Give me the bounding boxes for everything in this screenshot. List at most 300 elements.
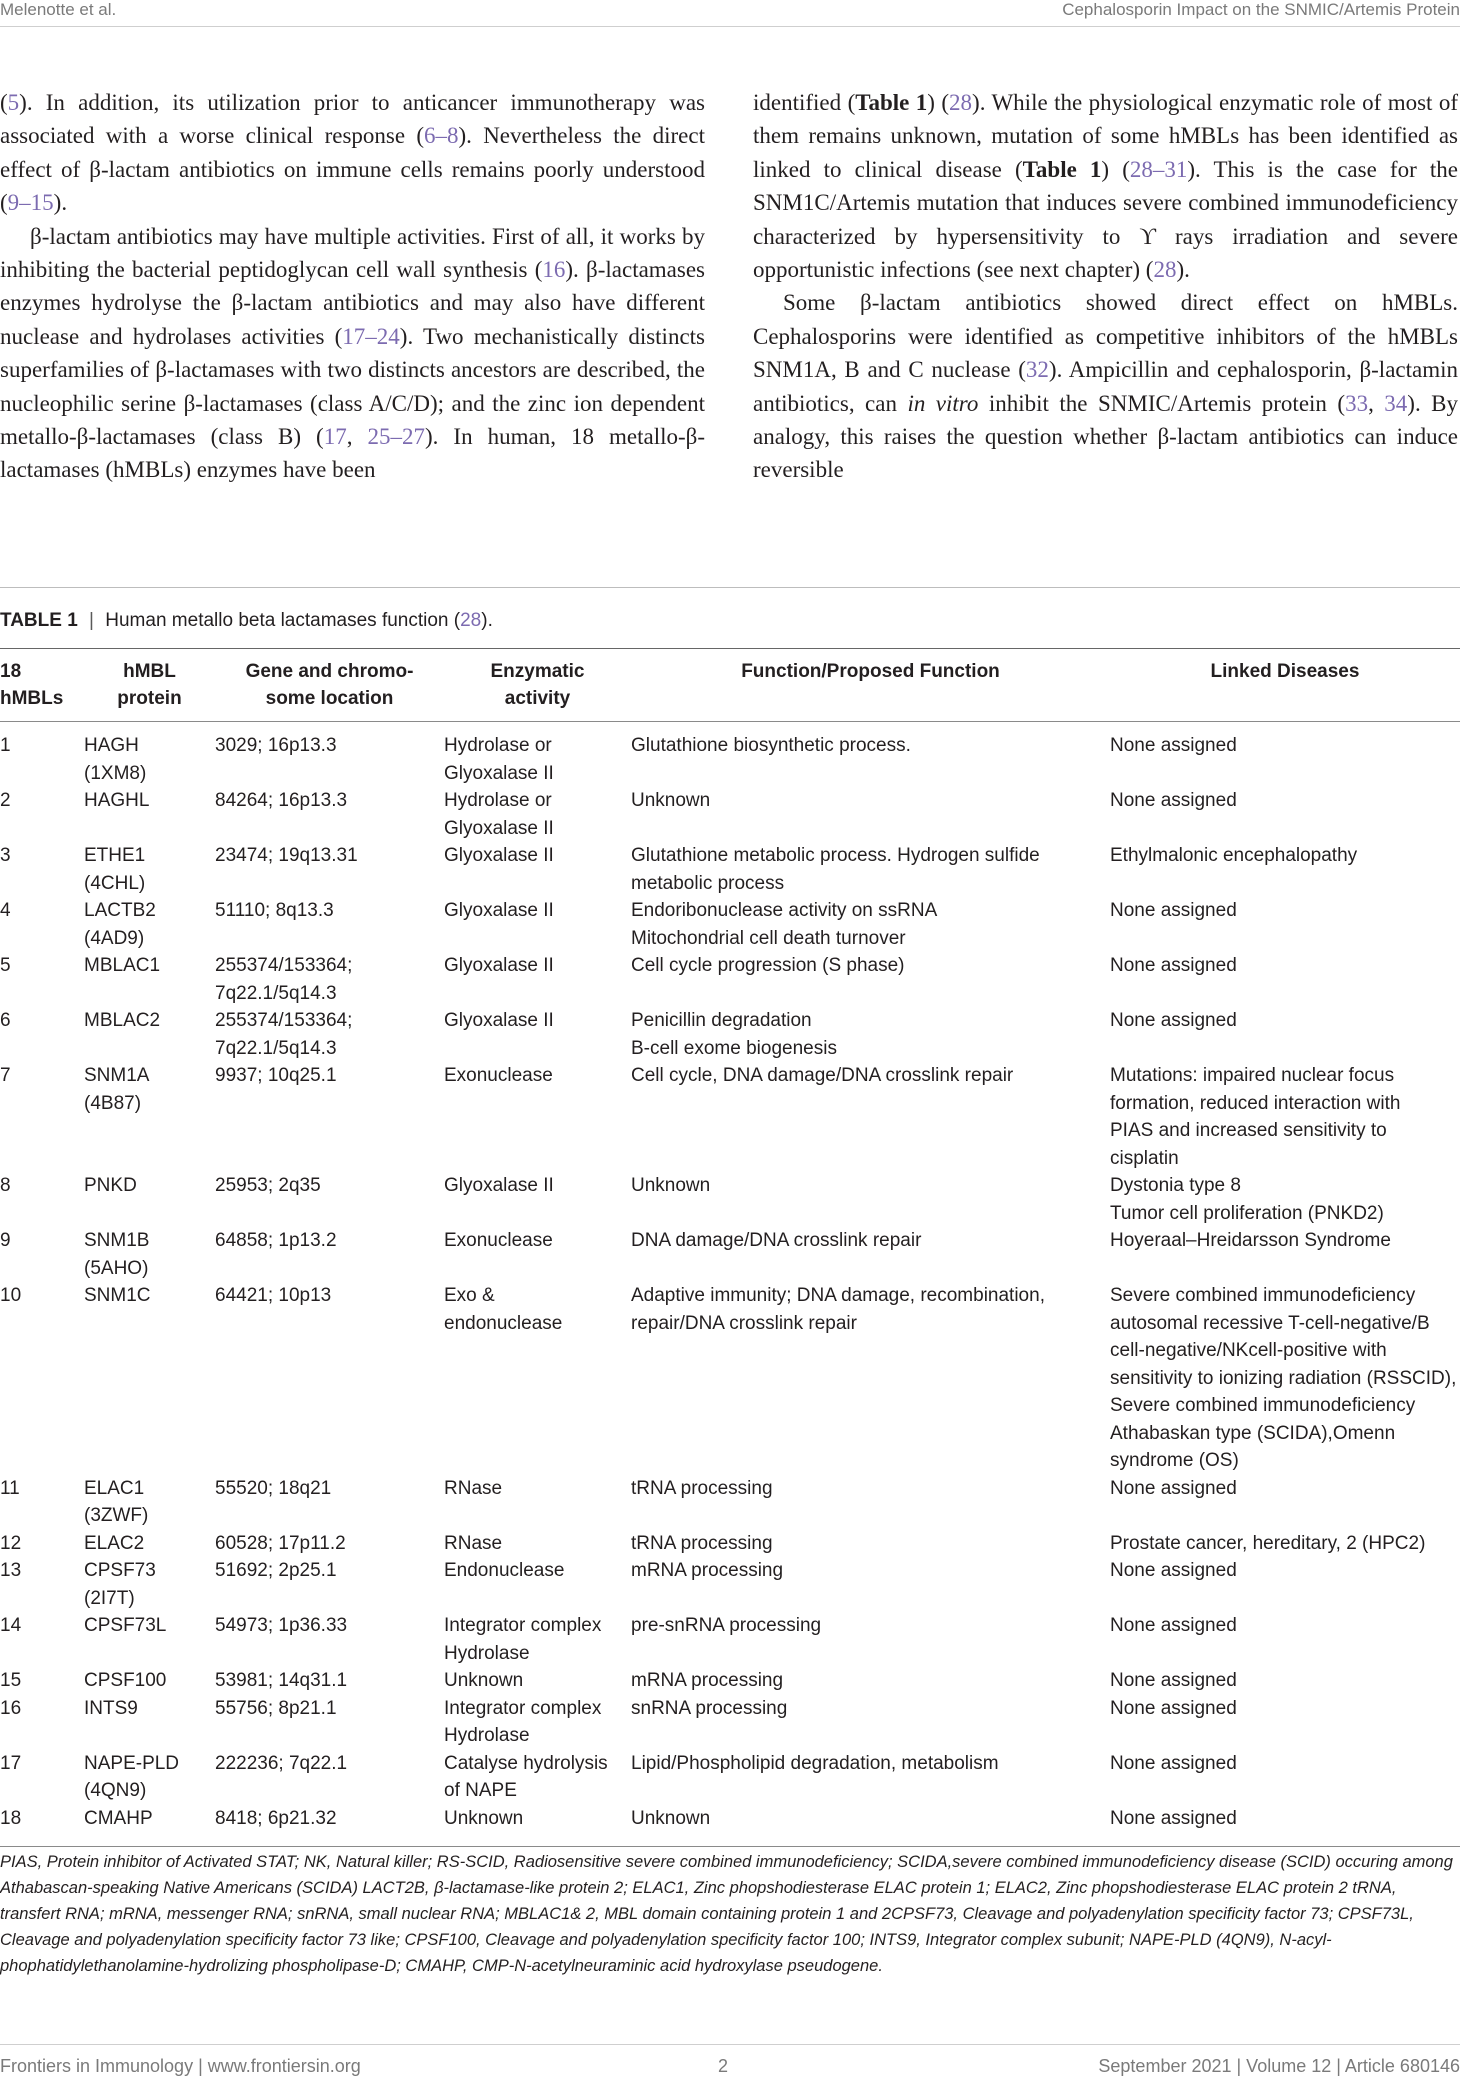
cell-text: None assigned xyxy=(1110,955,1237,976)
cell-text: DNA damage/DNA crosslink repair xyxy=(631,1230,922,1251)
header-label: Gene and chromo- xyxy=(245,661,414,682)
cell-gene-location xyxy=(215,1475,444,1530)
text-run: ). By analogy, this raises the question whether β-lactam antibiotics can induce reversible xyxy=(753,390,1459,483)
table-row xyxy=(0,1227,1460,1282)
cell-text: cell-negative/NKcell-positive with xyxy=(1110,1340,1387,1361)
cell-enzymatic-activity xyxy=(444,1172,631,1227)
cell-text: 84264; 16p13.3 xyxy=(215,790,348,811)
cell-enzymatic-activity xyxy=(444,1007,631,1062)
cell-text: Glyoxalase II xyxy=(444,845,554,866)
cell-text: (4CHL) xyxy=(84,872,146,894)
cell-protein xyxy=(84,1750,215,1805)
cell-text: Hoyeraal–Hreidarsson Syndrome xyxy=(1110,1230,1391,1251)
cell-text: 51110; 8q13.3 xyxy=(215,900,334,921)
body-column-left xyxy=(0,86,705,487)
cell-enzymatic-activity xyxy=(444,1695,631,1750)
cell-text: None assigned xyxy=(1110,1615,1237,1636)
cell-enzymatic-activity xyxy=(444,1805,631,1833)
cell-text: Penicillin degradation xyxy=(631,1010,812,1031)
text-run: , xyxy=(346,424,368,450)
cell-protein xyxy=(84,1475,215,1530)
table-caption xyxy=(0,610,493,632)
cell-text: Endonuclease xyxy=(444,1560,565,1581)
cell-text: None assigned xyxy=(1110,735,1237,756)
cell-text: 9937; 10q25.1 xyxy=(215,1065,337,1086)
cell-text: Lipid/Phospholipid degradation, metabolism xyxy=(631,1752,999,1774)
cell-text: 3 xyxy=(0,845,11,866)
citation-link[interactable]: 16 xyxy=(542,257,566,283)
citation-link[interactable]: 28 xyxy=(949,90,973,115)
cell-text: ELAC2 xyxy=(84,1532,145,1554)
cell-text: 23474; 19q13.31 xyxy=(215,845,358,866)
cell-enzymatic-activity xyxy=(444,1612,631,1667)
cell-enzymatic-activity xyxy=(444,1750,631,1805)
cell-linked-diseases xyxy=(1110,1475,1460,1530)
text-run: β-lactam antibiotics may have multiple activities. First of all, it works by inhibiting the bacterial peptidoglycan cell wall synthesis ( xyxy=(0,223,705,283)
citation-link[interactable]: 32 xyxy=(1025,357,1049,383)
table-header-row xyxy=(0,649,1460,722)
text-run: ). β-lactamases enzymes hydrolyse the β-lactam antibiotics and may also have different nuclease and hydrolases activities ( xyxy=(0,257,705,349)
cell-linked-diseases xyxy=(1110,722,1460,788)
cell-number xyxy=(0,952,84,1007)
table-row xyxy=(0,897,1460,952)
cell-text: 7q22.1/5q14.3 xyxy=(215,1037,337,1059)
header-label: some location xyxy=(265,688,394,709)
cell-text: Glyoxalase II xyxy=(444,1175,554,1196)
paragraph xyxy=(0,220,705,487)
paragraph xyxy=(753,86,1458,286)
cell-number xyxy=(0,1007,84,1062)
cell-text: Dystonia type 8 xyxy=(1110,1175,1241,1196)
cell-linked-diseases xyxy=(1110,1282,1460,1475)
cell-linked-diseases xyxy=(1110,1750,1460,1805)
cell-number xyxy=(0,1750,84,1805)
page-number: 2 xyxy=(718,2056,729,2076)
cell-text: Catalyse hydrolysis xyxy=(444,1752,608,1774)
cell-text: CPSF100 xyxy=(84,1670,167,1691)
cell-text: syndrome (OS) xyxy=(1110,1450,1239,1471)
cell-text: 222236; 7q22.1 xyxy=(215,1752,348,1774)
cell-text: Hydrolase or xyxy=(444,790,552,811)
cell-gene-location xyxy=(215,1062,444,1172)
cell-enzymatic-activity xyxy=(444,897,631,952)
cell-text: 5 xyxy=(0,955,11,976)
cell-text: 14 xyxy=(0,1615,22,1636)
cell-enzymatic-activity xyxy=(444,787,631,842)
cell-text: Hydrolase xyxy=(444,1725,530,1746)
cell-text: Athabaskan type (SCIDA),Omenn xyxy=(1110,1422,1396,1444)
cell-text: B-cell exome biogenesis xyxy=(631,1037,837,1059)
cell-function xyxy=(631,952,1110,1007)
cell-text: CMAHP xyxy=(84,1807,153,1829)
cell-function xyxy=(631,897,1110,952)
table-footnote: PIAS, Protein inhibitor of Activated STAT; NK, Natural killer; RS-SCID, Radiosensitive severe combined immunodeficiency; SCIDA,severe combined immunodeficiency disease (SCID) occuring among Athabascan-speaking Native Americans (SCIDA) LACT2B, β-lactamase-like protein 2; ELAC1, Zinc phopshodiesterase ELAC protein 1; ELAC2, Zinc phopshodiesterase ELAC protein 2 tRNA, transfert RNA; mRNA, messenger RNA; snRNA, small nuclear RNA; MBLAC1& 2, MBL domain containing protein 1 and 2CPSF73, Cleavage and polyadenylation specificity factor 73; CPSF73L, Cleavage and polyadenylation specificity factor 73 like; CPSF100, Cleavage and polyadenylation specificity factor 100; INTS9, Integrator complex subunit; NAPE-PLD (4QN9), N-acyl-phophatidylethanolamine-hydrolizing phospholipase-D; CMAHP, CMP-N-acetylneuraminic acid hydroxylase pseudogene. xyxy=(0,1846,1460,1979)
table-row xyxy=(0,1530,1460,1558)
col-header-protein xyxy=(84,649,215,722)
cell-text: 54973; 1p36.33 xyxy=(215,1615,348,1636)
cell-text: of NAPE xyxy=(444,1780,517,1801)
cell-linked-diseases xyxy=(1110,1172,1460,1227)
cell-text: RNase xyxy=(444,1477,503,1499)
table-caption-ref[interactable]: 28 xyxy=(460,610,482,631)
cell-number xyxy=(0,1282,84,1475)
table-row xyxy=(0,1750,1460,1805)
cell-text: cisplatin xyxy=(1110,1147,1179,1169)
col-header-number xyxy=(0,649,84,722)
cell-linked-diseases xyxy=(1110,897,1460,952)
cell-text: Glyoxalase II xyxy=(444,900,554,921)
cell-text: 55520; 18q21 xyxy=(215,1477,332,1499)
cell-text: Prostate cancer, hereditary, 2 (HPC2) xyxy=(1110,1532,1426,1554)
cell-text: 255374/153364; xyxy=(215,955,353,976)
table-row xyxy=(0,1007,1460,1062)
table-row xyxy=(0,1695,1460,1750)
cell-text: 10 xyxy=(0,1285,22,1306)
cell-enzymatic-activity xyxy=(444,1667,631,1695)
cell-text: CPSF73 xyxy=(84,1560,156,1581)
cell-function xyxy=(631,722,1110,788)
cell-text: 12 xyxy=(0,1532,22,1554)
table-caption-label: TABLE 1 xyxy=(0,610,78,631)
cell-gene-location xyxy=(215,1805,444,1833)
cell-text: 11 xyxy=(0,1477,20,1499)
cell-text: Severe combined immunodeficiency xyxy=(1110,1285,1416,1306)
cell-function xyxy=(631,1475,1110,1530)
cell-text: Unknown xyxy=(631,1175,711,1196)
cell-text: MBLAC1 xyxy=(84,955,161,976)
header-label: protein xyxy=(117,688,182,709)
table-row xyxy=(0,952,1460,1007)
cell-number xyxy=(0,1805,84,1833)
table-row xyxy=(0,1172,1460,1227)
cell-linked-diseases xyxy=(1110,1227,1460,1282)
table-caption-separator: | xyxy=(89,610,94,631)
table-row xyxy=(0,1612,1460,1667)
cell-text: Glyoxalase II xyxy=(444,955,554,976)
cell-text: Mutations: impaired nuclear focus xyxy=(1110,1065,1395,1086)
text-run: ). In addition, its utilization prior to anticancer immunotherapy was associated with a worse clinical response ( xyxy=(0,90,705,149)
cell-text: NAPE-PLD xyxy=(84,1752,180,1774)
body-column-right xyxy=(753,86,1458,487)
cell-text: INTS9 xyxy=(84,1697,138,1719)
cell-text: 64421; 10p13 xyxy=(215,1285,332,1306)
cell-protein xyxy=(84,1227,215,1282)
cell-enzymatic-activity xyxy=(444,1530,631,1558)
cell-protein xyxy=(84,1805,215,1833)
cell-text: Unknown xyxy=(631,1807,711,1829)
table-row xyxy=(0,1475,1460,1530)
table-row xyxy=(0,1557,1460,1612)
cell-text: 3029; 16p13.3 xyxy=(215,735,337,756)
cell-gene-location xyxy=(215,1612,444,1667)
cell-number xyxy=(0,897,84,952)
cell-function xyxy=(631,1750,1110,1805)
cell-function xyxy=(631,1557,1110,1612)
table-body xyxy=(0,722,1460,1833)
cell-protein xyxy=(84,722,215,788)
emphasis-text: in vitro xyxy=(907,390,979,416)
cell-text: SNM1C xyxy=(84,1285,151,1306)
cell-text: 1 xyxy=(0,735,11,756)
cell-number xyxy=(0,1530,84,1558)
cell-function xyxy=(631,842,1110,897)
citation-link[interactable]: 25–27 xyxy=(367,424,425,450)
table-row xyxy=(0,1805,1460,1833)
citation-link[interactable]: 17 xyxy=(323,424,347,450)
footer-issue: September 2021 | Volume 12 | Article 680146 xyxy=(1098,2056,1460,2076)
cell-text: Integrator complex xyxy=(444,1697,602,1719)
cell-gene-location xyxy=(215,842,444,897)
cell-text: (4AD9) xyxy=(84,927,145,949)
header-divider xyxy=(0,26,1460,27)
cell-function xyxy=(631,1062,1110,1172)
cell-text: PNKD xyxy=(84,1175,137,1196)
cell-text: 64858; 1p13.2 xyxy=(215,1230,337,1251)
cell-text: None assigned xyxy=(1110,1010,1237,1031)
cell-enzymatic-activity xyxy=(444,952,631,1007)
table-reference-link[interactable]: Table 1 xyxy=(855,90,928,115)
cell-text: RNase xyxy=(444,1532,503,1554)
running-head-authors: Melenotte et al. xyxy=(0,0,117,19)
cell-function xyxy=(631,1007,1110,1062)
cell-number xyxy=(0,842,84,897)
cell-gene-location xyxy=(215,1282,444,1475)
text-run: identified ( xyxy=(753,90,856,115)
text-run: ). xyxy=(53,190,68,216)
cell-text: (3ZWF) xyxy=(84,1505,149,1526)
cell-text: snRNA processing xyxy=(631,1697,788,1719)
cell-text: None assigned xyxy=(1110,1697,1237,1719)
cell-text: SNM1B xyxy=(84,1230,150,1251)
cell-function xyxy=(631,1282,1110,1475)
cell-text: 2 xyxy=(0,790,11,811)
cell-enzymatic-activity xyxy=(444,1282,631,1475)
text-run: ). xyxy=(1176,257,1190,283)
cell-function xyxy=(631,1695,1110,1750)
cell-text: 8 xyxy=(0,1175,11,1196)
cell-text: 8418; 6p21.32 xyxy=(215,1807,337,1829)
cell-text: PIAS and increased sensitivity to xyxy=(1110,1120,1387,1141)
cell-text: 18 xyxy=(0,1807,22,1829)
cell-protein xyxy=(84,1612,215,1667)
cell-text: None assigned xyxy=(1110,1477,1237,1499)
citation-link[interactable]: 9–15 xyxy=(7,190,54,216)
text-run: ) ( xyxy=(1101,156,1130,182)
cell-text: formation, reduced interaction with xyxy=(1110,1092,1401,1114)
citation-link[interactable]: 28 xyxy=(1153,257,1177,283)
cell-linked-diseases xyxy=(1110,1007,1460,1062)
cell-linked-diseases xyxy=(1110,1612,1460,1667)
footer-divider xyxy=(0,2044,1460,2045)
cell-text: HAGHL xyxy=(84,790,150,811)
cell-number xyxy=(0,1695,84,1750)
cell-text: Glutathione metabolic process. Hydrogen sulfide xyxy=(631,845,1040,866)
cell-text: 53981; 14q31.1 xyxy=(215,1670,348,1691)
table-reference-link[interactable]: Table 1 xyxy=(1022,156,1102,182)
cell-text: None assigned xyxy=(1110,1560,1237,1581)
col-header-linked-diseases xyxy=(1110,649,1460,722)
cell-text: tRNA processing xyxy=(631,1477,773,1499)
cell-text: Severe combined immunodeficiency xyxy=(1110,1395,1416,1416)
cell-text: Unknown xyxy=(631,790,711,811)
cell-number xyxy=(0,722,84,788)
table-row xyxy=(0,1667,1460,1695)
cell-text: 4 xyxy=(0,900,11,921)
col-header-function xyxy=(631,649,1110,722)
cell-text: Cell cycle, DNA damage/DNA crosslink repair xyxy=(631,1065,1014,1086)
cell-text: Glyoxalase II xyxy=(444,1010,554,1031)
cell-text: Ethylmalonic encephalopathy xyxy=(1110,845,1358,866)
cell-text: LACTB2 xyxy=(84,900,156,921)
citation-link[interactable]: 6–8 xyxy=(424,123,459,149)
cell-text: ETHE1 xyxy=(84,845,146,866)
text-run: ). This is the case for the SNM1C/Artemis mutation that induces severe combined immunodeficiency characterized by hypersensitivity to ϒ rays irradiation and severe opportunistic infections (see next chapter) ( xyxy=(753,156,1458,283)
citation-link[interactable]: 5 xyxy=(7,90,20,115)
cell-text: 16 xyxy=(0,1697,22,1719)
cell-text: (4B87) xyxy=(84,1092,142,1114)
cell-number xyxy=(0,1667,84,1695)
cell-text: HAGH xyxy=(84,735,139,756)
table-row xyxy=(0,1062,1460,1172)
cell-text: mRNA processing xyxy=(631,1670,784,1691)
cell-protein xyxy=(84,1062,215,1172)
cell-linked-diseases xyxy=(1110,952,1460,1007)
cell-text: tRNA processing xyxy=(631,1532,773,1554)
cell-text: Tumor cell proliferation (PNKD2) xyxy=(1110,1202,1384,1224)
cell-text: 13 xyxy=(0,1560,22,1581)
cell-number xyxy=(0,1612,84,1667)
cell-text: Cell cycle progression (S phase) xyxy=(631,955,905,976)
running-head-title: Cephalosporin Impact on the SNMIC/Artemis Protein xyxy=(1062,0,1460,19)
cell-function xyxy=(631,1805,1110,1833)
running-head xyxy=(0,0,1460,26)
cell-enzymatic-activity xyxy=(444,722,631,788)
cell-text: MBLAC2 xyxy=(84,1010,161,1031)
table-divider xyxy=(0,587,1460,588)
cell-gene-location xyxy=(215,1750,444,1805)
paragraph xyxy=(0,86,705,220)
cell-text: (1XM8) xyxy=(84,762,147,784)
cell-enzymatic-activity xyxy=(444,1062,631,1172)
cell-text: repair/DNA crosslink repair xyxy=(631,1312,857,1334)
table-row xyxy=(0,1282,1460,1475)
cell-text: endonuclease xyxy=(444,1312,563,1334)
header-label: hMBL xyxy=(123,661,176,682)
cell-text: None assigned xyxy=(1110,790,1237,811)
cell-text: SNM1A xyxy=(84,1065,150,1086)
cell-function xyxy=(631,1667,1110,1695)
cell-gene-location xyxy=(215,1172,444,1227)
cell-text: (2I7T) xyxy=(84,1587,135,1609)
cell-linked-diseases xyxy=(1110,1695,1460,1750)
cell-protein xyxy=(84,1007,215,1062)
header-label: activity xyxy=(504,688,571,709)
paragraph xyxy=(753,286,1458,486)
cell-gene-location xyxy=(215,1667,444,1695)
cell-linked-diseases xyxy=(1110,1805,1460,1833)
cell-gene-location xyxy=(215,1695,444,1750)
cell-text: None assigned xyxy=(1110,1670,1237,1691)
header-label: Linked Diseases xyxy=(1210,661,1360,682)
cell-text: 17 xyxy=(0,1752,22,1774)
header-label: Enzymatic xyxy=(490,661,585,682)
text-run: , xyxy=(1368,390,1385,416)
cell-text: None assigned xyxy=(1110,900,1237,921)
text-run: ). Ampicillin and cephalosporin, β-lactamin antibiotics, can xyxy=(753,357,1458,416)
cell-protein xyxy=(84,1530,215,1558)
citation-link[interactable]: 33 xyxy=(1345,390,1369,416)
cell-text: Glyoxalase II xyxy=(444,762,554,784)
cell-number xyxy=(0,1172,84,1227)
cell-text: Glyoxalase II xyxy=(444,817,554,839)
cell-function xyxy=(631,1227,1110,1282)
text-run: Some β-lactam antibiotics showed direct effect on hMBLs. Cephalosporins were identified as competitive inhibitors of the hMBLs SNM1A, B and C nuclease ( xyxy=(753,290,1458,383)
cell-text: Exonuclease xyxy=(444,1230,553,1251)
col-header-enzymatic-activity xyxy=(444,649,631,722)
cell-text: metabolic process xyxy=(631,872,785,894)
cell-text: Glutathione biosynthetic process. xyxy=(631,735,911,756)
cell-text: Endoribonuclease activity on ssRNA xyxy=(631,900,938,921)
cell-text: sensitivity to ionizing radiation (RSSCID), xyxy=(1110,1367,1457,1389)
cell-protein xyxy=(84,1557,215,1612)
header-label: Function/Proposed Function xyxy=(741,661,1000,682)
cell-linked-diseases xyxy=(1110,1667,1460,1695)
cell-text: ELAC1 xyxy=(84,1477,145,1499)
text-run: ). While the physiological enzymatic role of most of them remains unknown, mutation of some hMBLs has been identified as linked to clinical disease ( xyxy=(753,90,1459,182)
citation-link[interactable]: 17–24 xyxy=(342,323,400,349)
cell-gene-location xyxy=(215,787,444,842)
cell-function xyxy=(631,1530,1110,1558)
cell-enzymatic-activity xyxy=(444,842,631,897)
cell-gene-location xyxy=(215,1557,444,1612)
table-row xyxy=(0,787,1460,842)
cell-text: 60528; 17p11.2 xyxy=(215,1532,346,1554)
cell-enzymatic-activity xyxy=(444,1475,631,1530)
cell-number xyxy=(0,1475,84,1530)
citation-link[interactable]: 34 xyxy=(1384,390,1408,416)
cell-protein xyxy=(84,1282,215,1475)
cell-number xyxy=(0,1227,84,1282)
cell-text: None assigned xyxy=(1110,1752,1237,1774)
header-label: 18 xyxy=(0,661,22,682)
text-run: ). Nevertheless the direct effect of β-lactam antibiotics on immune cells remains poorly understood ( xyxy=(0,123,705,216)
cell-gene-location xyxy=(215,722,444,788)
cell-text: Hydrolase xyxy=(444,1642,530,1664)
cell-text: 15 xyxy=(0,1670,22,1691)
cell-text: CPSF73L xyxy=(84,1615,167,1636)
cell-number xyxy=(0,1062,84,1172)
cell-text: Exo & xyxy=(444,1285,495,1306)
text-run: ). Two mechanistically distincts superfamilies of β-lactamases with two distincts ancestors are described, the nucleophilic serine β-lactamases (class A/C/D); and the zinc ion dependent metallo-β-lactamases (class B) ( xyxy=(0,323,705,450)
citation-link[interactable]: 28–31 xyxy=(1129,156,1188,182)
cell-text: Integrator complex xyxy=(444,1615,602,1636)
text-run: ). In human, 18 metallo-β-lactamases (hMBLs) enzymes have been xyxy=(0,424,706,483)
cell-text: None assigned xyxy=(1110,1807,1237,1829)
cell-gene-location xyxy=(215,952,444,1007)
cell-protein xyxy=(84,952,215,1007)
cell-protein xyxy=(84,1667,215,1695)
cell-text: Mitochondrial cell death turnover xyxy=(631,927,906,949)
cell-enzymatic-activity xyxy=(444,1227,631,1282)
cell-text: 9 xyxy=(0,1230,11,1251)
cell-function xyxy=(631,1612,1110,1667)
footer-journal: Frontiers in Immunology | www.frontiersin.org xyxy=(0,2056,361,2076)
cell-text: pre-snRNA processing xyxy=(631,1615,822,1636)
text-run: ( xyxy=(0,90,8,115)
cell-linked-diseases xyxy=(1110,842,1460,897)
text-run: ) ( xyxy=(927,90,950,115)
cell-text: Hydrolase or xyxy=(444,735,552,756)
